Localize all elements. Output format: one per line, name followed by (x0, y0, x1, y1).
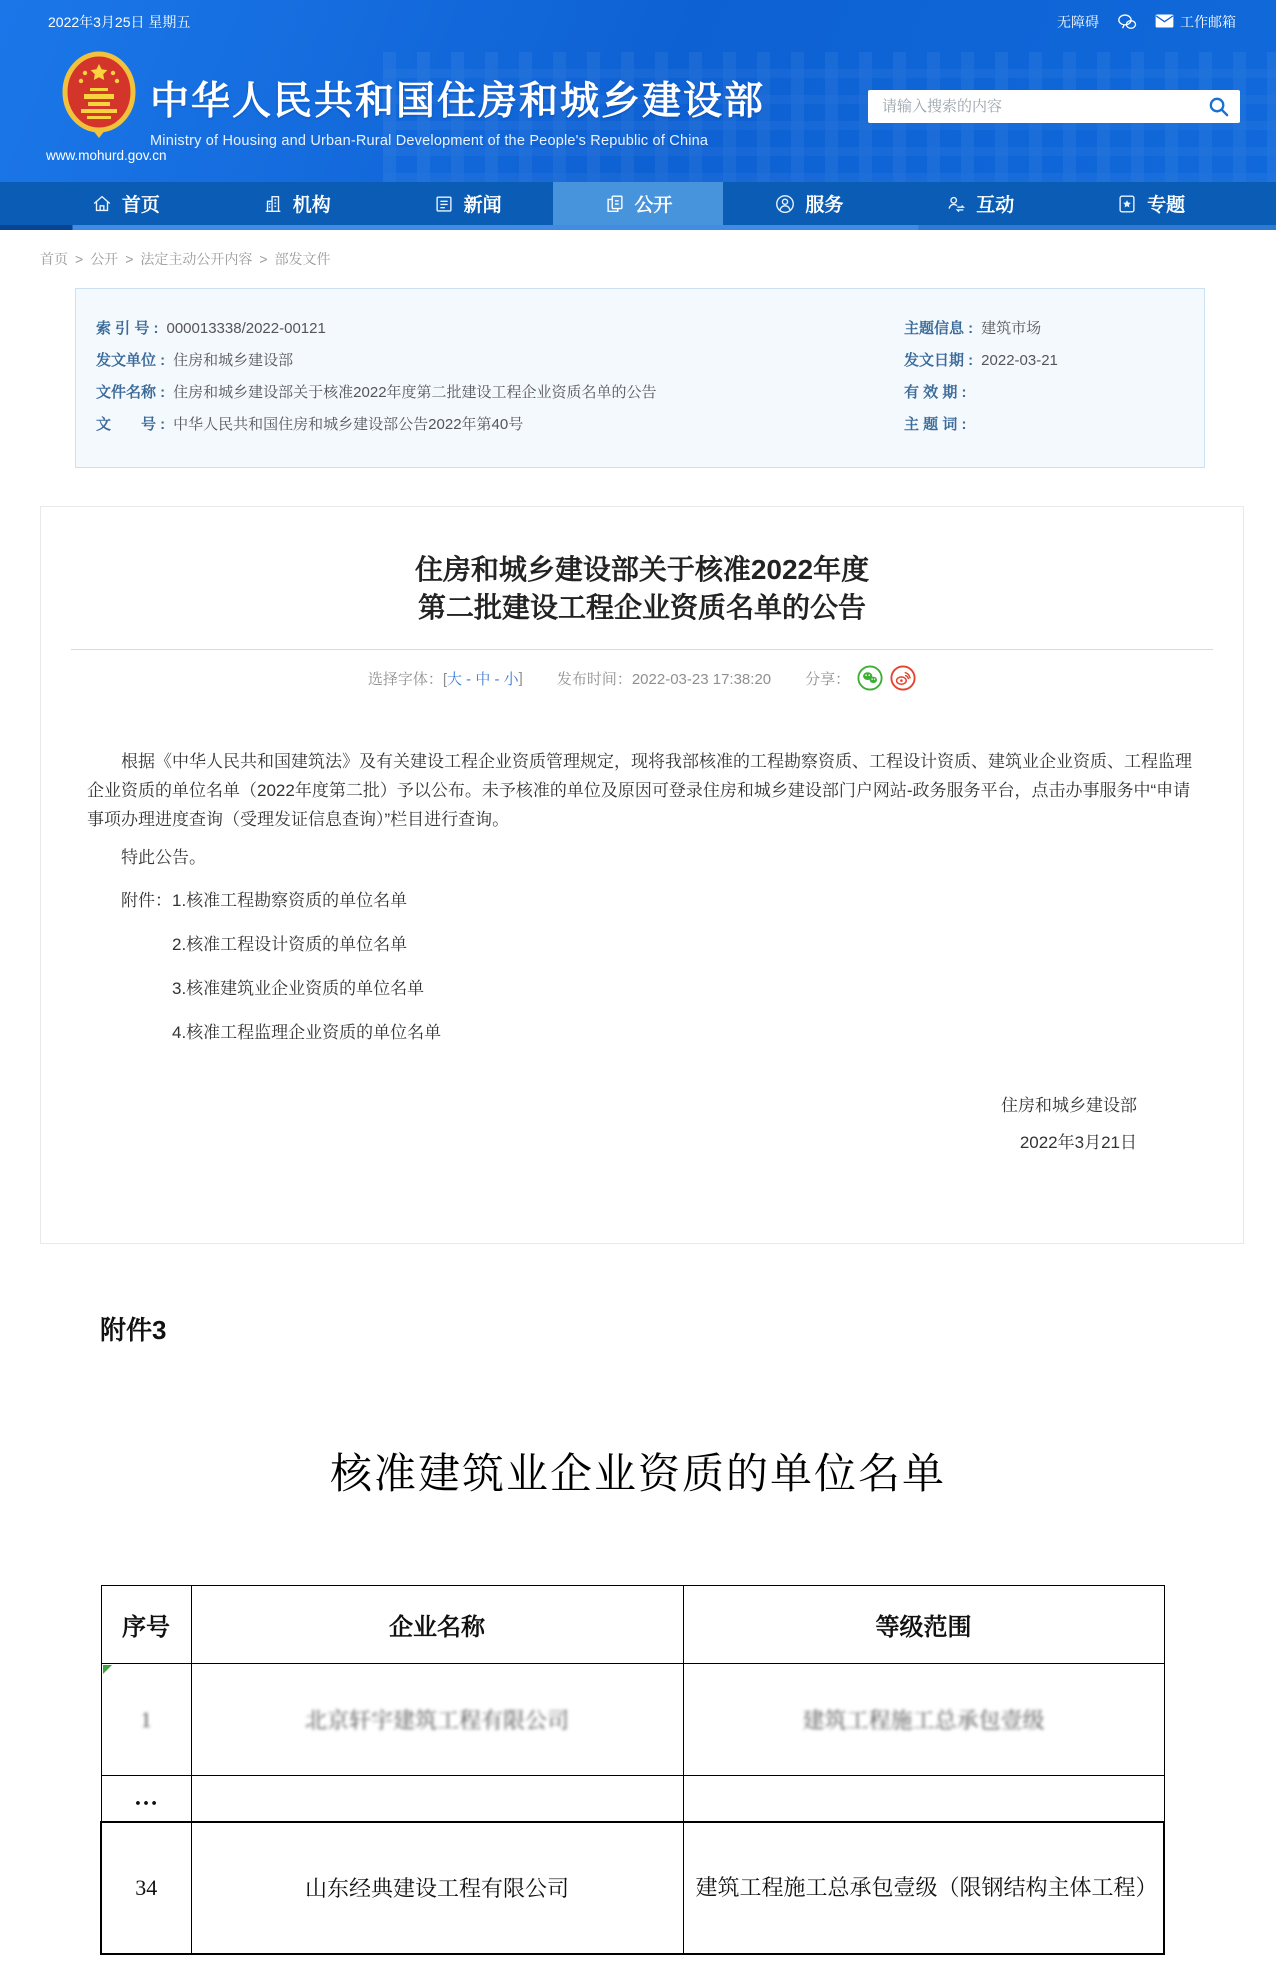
main-nav (0, 182, 1276, 230)
column-header-serial: 序号 (101, 1586, 191, 1664)
search-box (868, 90, 1240, 123)
sign-date: 2022年3月21日 (1019, 1133, 1137, 1152)
cell-scope: 建筑工程施工总承包壹级（限钢结构主体工程） (683, 1822, 1164, 1954)
article-divider (71, 649, 1213, 650)
article-body (87, 747, 1197, 1047)
font-size-prefix: 选择字体：[ (367, 670, 447, 688)
topbar (0, 0, 1276, 44)
search-icon[interactable] (1207, 95, 1230, 118)
column-header-scope: 等级范围 (683, 1586, 1164, 1664)
site-header (0, 0, 1276, 182)
field-label: 文件名称 : (96, 384, 166, 401)
metadata-row-issuing-unit (96, 345, 886, 377)
wechat-share-icon[interactable] (857, 665, 883, 691)
news-icon (433, 193, 455, 215)
nav-tab-news[interactable] (382, 182, 553, 225)
attachment-item: 1.核准工程勘察资质的单位名单 (172, 891, 408, 910)
breadcrumb-separator: > (259, 251, 268, 267)
cell-scope (683, 1776, 1164, 1822)
nav-tab-interaction[interactable] (894, 182, 1065, 225)
share-label: 分享： (805, 670, 851, 688)
metadata-row-keywords (904, 409, 1199, 441)
cell-company: 山东经典建设工程有限公司 (191, 1822, 683, 1954)
article-paragraph: 特此公告。 (121, 848, 206, 867)
work-mailbox-label: 工作邮箱 (1180, 14, 1236, 30)
breadcrumb (0, 230, 1276, 288)
nav-tab-disclosure[interactable] (553, 182, 724, 225)
organization-icon (262, 193, 284, 215)
field-label: 主题信息 : (904, 320, 974, 337)
field-label: 索 引 号 : (96, 320, 159, 337)
nav-tab-home[interactable] (40, 182, 211, 225)
attachment-3-label: 附件3 (100, 1315, 167, 1345)
metadata-row-topic-info (904, 313, 1199, 345)
announcement-article (40, 506, 1244, 1244)
breadcrumb-home[interactable]: 首页 (40, 251, 68, 267)
excel-corner-marker (103, 1665, 112, 1674)
article-title-line2: 第二批建设工程企业资质名单的公告 (417, 592, 866, 623)
topic-icon (1116, 193, 1138, 215)
cell-serial: … (101, 1776, 191, 1822)
topbar-links (1057, 12, 1236, 32)
breadcrumb-separator: > (125, 251, 134, 267)
nav-tab-service[interactable] (723, 182, 894, 225)
work-mailbox-link[interactable] (1155, 12, 1236, 32)
font-size-options[interactable]: 大 - 中 - 小 (447, 670, 519, 688)
header-main (0, 44, 1276, 182)
attachment-3-title: 核准建筑业企业资质的单位名单 (329, 1452, 946, 1498)
signature-block (41, 1087, 1243, 1161)
disclosure-icon (604, 193, 626, 215)
publish-time: 发布时间：2022-03-23 17:38:20 (556, 670, 772, 688)
weibo-share-icon[interactable] (890, 665, 916, 691)
cell-scope: 建筑工程施工总承包壹级 (683, 1664, 1164, 1776)
nav-tab-organization[interactable] (211, 182, 382, 225)
field-label: 有 效 期 : (904, 384, 967, 401)
interaction-icon (945, 193, 967, 215)
service-icon (774, 193, 796, 215)
breadcrumb-current[interactable]: 部发文件 (274, 251, 331, 267)
date-text: 2022年3月25日 星期五 (48, 14, 191, 30)
table-row (101, 1822, 1164, 1954)
field-value: 2022-03-21 (981, 352, 1058, 369)
metadata-right-column (904, 313, 1199, 441)
site-subtitle: Ministry of Housing and Urban-Rural Development of the People's Republic of China (150, 133, 709, 149)
attachment-item: 3.核准建筑业企业资质的单位名单 (172, 979, 425, 998)
attachment-item: 2.核准工程设计资质的单位名单 (172, 935, 408, 954)
cell-serial: 1 (101, 1664, 191, 1776)
field-value: 住房和城乡建设部关于核准2022年度第二批建设工程企业资质名单的公告 (173, 384, 657, 401)
cell-company (191, 1776, 683, 1822)
table-header-row (101, 1586, 1164, 1664)
metadata-row-document-name (96, 377, 886, 409)
metadata-row-issue-date (904, 345, 1199, 377)
nav-tab-label: 机构 (292, 195, 331, 216)
attachments-label: 附件： (121, 891, 172, 910)
metadata-row-index-number (96, 313, 886, 345)
mail-icon (1155, 14, 1174, 31)
metadata-row-document-number (96, 409, 886, 441)
nav-tab-label: 专题 (1147, 195, 1186, 216)
document-metadata-box (75, 288, 1205, 468)
nav-tab-label: 首页 (121, 195, 160, 216)
national-emblem (60, 50, 138, 149)
nav-tab-label: 公开 (634, 195, 673, 216)
article-title (41, 551, 1243, 627)
table-row (101, 1776, 1164, 1822)
metadata-left-column (96, 313, 886, 441)
site-url: www.mohurd.gov.cn (46, 148, 167, 163)
metadata-row-validity (904, 377, 1199, 409)
attachment-list-intro (87, 886, 1197, 915)
cell-company: 北京轩宇建筑工程有限公司 (191, 1664, 683, 1776)
font-size-suffix: ] (518, 669, 523, 687)
article-title-line1: 住房和城乡建设部关于核准2022年度 (414, 554, 870, 585)
field-value: 建筑市场 (981, 320, 1042, 337)
field-label: 文 号 : (96, 416, 166, 433)
article-paragraph: 根据《中华人民共和国建筑法》及有关建设工程企业资质管理规定，现将我部核准的工程勘察资质、工程设计资质、建筑业企业资质、工程监理企业资质的单位名单（2022年度第二批）予以公布。未予核准的单位及原因可登录住房和城乡建设部门户网站-政务服务平台，点击办事服务中“申请事项办理进度查询（受理发证信息查询）”栏目进行查询。 (87, 752, 1192, 829)
nav-tab-label: 新闻 (463, 195, 502, 216)
site-title: 中华人民共和国住房和城乡建设部 (150, 80, 766, 123)
field-value: 住房和城乡建设部 (173, 352, 294, 369)
wechat-icon[interactable] (1117, 13, 1137, 31)
nav-tab-topics[interactable] (1065, 182, 1236, 225)
field-value: 000013338/2022-00121 (166, 320, 326, 337)
nav-tab-label: 互动 (976, 195, 1015, 216)
field-label: 发文日期 : (904, 352, 974, 369)
column-header-company: 企业名称 (191, 1586, 683, 1664)
qualification-table (100, 1585, 1165, 1955)
accessibility-link[interactable]: 无障碍 (1057, 14, 1099, 30)
article-toolbar (41, 665, 1243, 691)
field-value: 中华人民共和国住房和城乡建设部公告2022年第40号 (173, 416, 524, 433)
home-icon (91, 193, 113, 215)
cell-serial: 34 (101, 1822, 191, 1954)
breadcrumb-statutory[interactable]: 法定主动公开内容 (140, 251, 253, 267)
field-label: 主 题 词 : (904, 416, 967, 433)
nav-tab-label: 服务 (805, 195, 844, 216)
attachment-item: 4.核准工程监理企业资质的单位名单 (172, 1023, 442, 1042)
breadcrumb-disclosure[interactable]: 公开 (90, 251, 119, 267)
breadcrumb-separator: > (75, 251, 84, 267)
field-label: 发文单位 : (96, 352, 166, 369)
site-titles (150, 70, 765, 149)
signer-name: 住房和城乡建设部 (1001, 1096, 1137, 1115)
table-row (101, 1664, 1164, 1776)
search-input[interactable] (868, 90, 1240, 123)
